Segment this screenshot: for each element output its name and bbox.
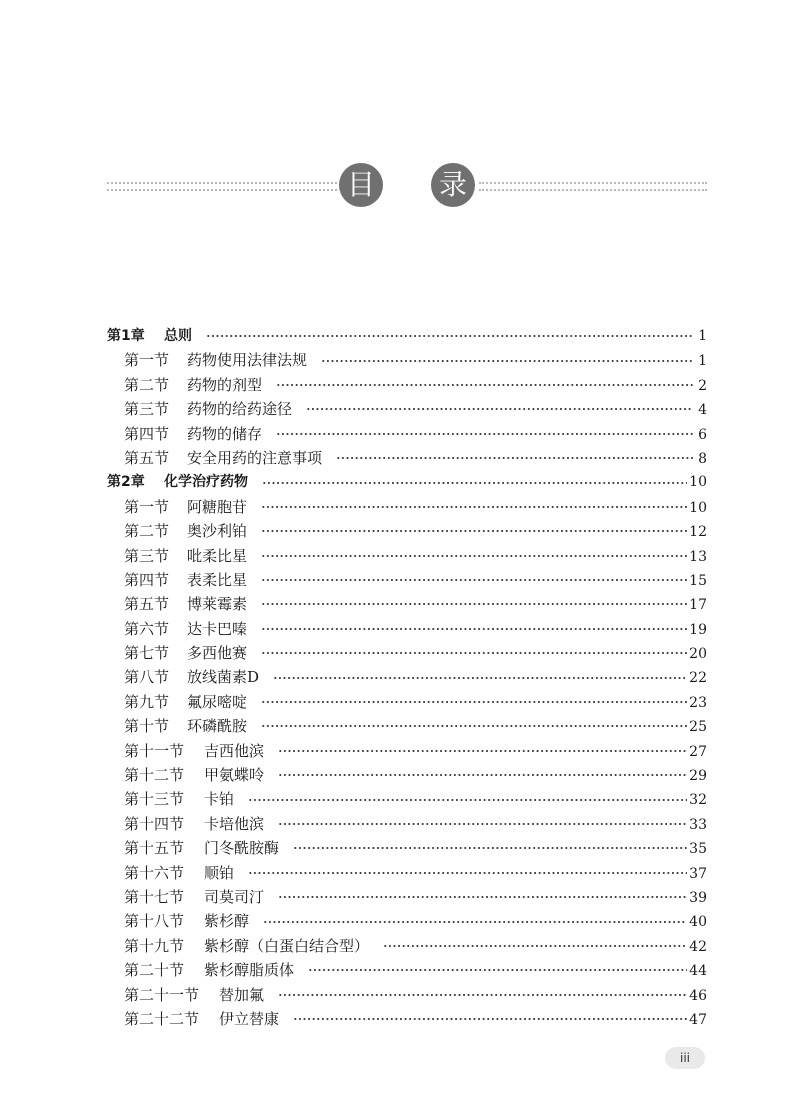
toc-section-row[interactable] bbox=[107, 1007, 707, 1031]
dot-leader bbox=[278, 772, 687, 778]
toc-entry-page: 27 bbox=[689, 743, 707, 760]
dot-leader bbox=[276, 431, 693, 437]
dot-leader bbox=[278, 894, 687, 900]
toc-chapter-row[interactable] bbox=[107, 324, 707, 348]
toc-section-row[interactable] bbox=[107, 885, 707, 909]
toc-entry-number: 第五节 bbox=[124, 448, 170, 467]
toc-section-row[interactable] bbox=[107, 422, 707, 446]
toc-entry-title: 吡柔比星 bbox=[187, 546, 248, 565]
toc-entry-page: 42 bbox=[689, 938, 707, 955]
toc-section-row[interactable] bbox=[107, 544, 707, 568]
toc-section-row[interactable] bbox=[107, 763, 707, 787]
dot-leader bbox=[293, 845, 687, 851]
dot-leader bbox=[262, 480, 687, 486]
toc-section-row[interactable] bbox=[107, 812, 707, 836]
dot-leader bbox=[306, 406, 693, 412]
toc-entry-page: 29 bbox=[689, 768, 707, 785]
toc-entry-page: 32 bbox=[689, 792, 707, 809]
toc-entry-page: 37 bbox=[689, 865, 707, 882]
toc-entry-title: 伊立替康 bbox=[219, 1009, 280, 1028]
toc-entry-title: 药物的给药途径 bbox=[187, 400, 293, 419]
dot-leader bbox=[336, 455, 693, 461]
toc-entry-number: 第六节 bbox=[124, 619, 170, 638]
toc-entry-title: 化学治疗药物 bbox=[164, 474, 248, 491]
toc-section-row[interactable] bbox=[107, 739, 707, 763]
toc-title bbox=[107, 160, 707, 210]
toc-entry-number: 第十二节 bbox=[124, 766, 185, 785]
toc-entry-title: 替加氟 bbox=[219, 985, 265, 1004]
toc-entry-title: 阿糖胞苷 bbox=[187, 497, 248, 516]
toc-entry-title: 药物使用法律法规 bbox=[187, 351, 308, 370]
toc-entry-number: 第八节 bbox=[124, 668, 170, 687]
toc-section-row[interactable] bbox=[107, 641, 707, 665]
toc-entry-page: 25 bbox=[689, 719, 707, 736]
table-of-contents bbox=[107, 324, 707, 1031]
dot-leader bbox=[278, 821, 687, 827]
toc-entry-page: 6 bbox=[698, 426, 707, 443]
toc-section-row[interactable] bbox=[107, 909, 707, 933]
toc-entry-number: 第二十一节 bbox=[124, 985, 200, 1004]
toc-entry-page: 39 bbox=[689, 889, 707, 906]
toc-entry-page: 10 bbox=[689, 499, 707, 516]
dot-leader bbox=[261, 528, 687, 534]
dot-leader bbox=[261, 601, 687, 607]
dot-leader bbox=[261, 504, 687, 510]
toc-entry-page: 2 bbox=[698, 377, 707, 394]
toc-entry-number: 第四节 bbox=[124, 424, 170, 443]
toc-entry-number: 第五节 bbox=[124, 595, 170, 614]
toc-entry-title: 奥沙利铂 bbox=[187, 522, 248, 541]
toc-section-row[interactable] bbox=[107, 617, 707, 641]
toc-entry-number: 第十七节 bbox=[124, 887, 185, 906]
dot-leader bbox=[261, 699, 687, 705]
dot-leader bbox=[321, 358, 693, 364]
toc-section-row[interactable] bbox=[107, 348, 707, 372]
toc-entry-number: 第四节 bbox=[124, 570, 170, 589]
toc-chapter-row[interactable] bbox=[107, 470, 707, 494]
toc-entry-title: 门冬酰胺酶 bbox=[204, 839, 280, 858]
toc-entry-title: 紫杉醇（白蛋白结合型） bbox=[204, 936, 370, 955]
toc-section-row[interactable] bbox=[107, 690, 707, 714]
toc-entry-number: 第二十节 bbox=[124, 961, 185, 980]
dot-leader bbox=[261, 650, 687, 656]
toc-section-row[interactable] bbox=[107, 714, 707, 738]
toc-entry-title: 吉西他滨 bbox=[204, 741, 265, 760]
toc-entry-page: 1 bbox=[698, 353, 707, 370]
toc-entry-title: 安全用药的注意事项 bbox=[187, 448, 323, 467]
toc-entry-number: 第十五节 bbox=[124, 839, 185, 858]
toc-entry-number: 第九节 bbox=[124, 692, 170, 711]
toc-entry-page: 1 bbox=[698, 328, 707, 344]
dot-leader bbox=[248, 797, 687, 803]
dot-leader bbox=[383, 943, 687, 949]
dot-leader bbox=[278, 992, 687, 998]
toc-entry-title: 总则 bbox=[164, 328, 192, 344]
toc-entry-number: 第七节 bbox=[124, 644, 170, 663]
title-rule-right bbox=[479, 182, 707, 191]
toc-section-row[interactable] bbox=[107, 397, 707, 421]
toc-entry-page: 23 bbox=[689, 694, 707, 711]
dot-leader bbox=[261, 723, 687, 729]
toc-section-row[interactable] bbox=[107, 373, 707, 397]
toc-entry-page: 15 bbox=[689, 572, 707, 589]
dot-leader bbox=[273, 675, 687, 681]
toc-section-row[interactable] bbox=[107, 495, 707, 519]
dot-leader bbox=[261, 577, 687, 583]
toc-entry-title: 卡培他滨 bbox=[204, 814, 265, 833]
toc-entry-title: 紫杉醇 bbox=[204, 912, 250, 931]
page-number: iii bbox=[665, 1047, 705, 1069]
toc-section-row[interactable] bbox=[107, 568, 707, 592]
toc-entry-page: 17 bbox=[689, 597, 707, 614]
toc-entry-number: 第十四节 bbox=[124, 814, 185, 833]
toc-entry-number: 第十一节 bbox=[124, 741, 185, 760]
dot-leader bbox=[263, 919, 687, 925]
toc-section-row[interactable] bbox=[107, 983, 707, 1007]
toc-entry-number: 第十九节 bbox=[124, 936, 185, 955]
toc-section-row[interactable] bbox=[107, 861, 707, 885]
toc-entry-number: 第二十二节 bbox=[124, 1009, 200, 1028]
toc-entry-page: 19 bbox=[689, 621, 707, 638]
toc-section-row[interactable] bbox=[107, 787, 707, 811]
toc-entry-title: 司莫司汀 bbox=[204, 887, 265, 906]
toc-section-row[interactable] bbox=[107, 592, 707, 616]
toc-section-row[interactable] bbox=[107, 665, 707, 689]
toc-entry-number: 第十六节 bbox=[124, 863, 185, 882]
toc-entry-title: 药物的储存 bbox=[187, 424, 263, 443]
toc-entry-page: 13 bbox=[689, 548, 707, 565]
toc-section-row[interactable] bbox=[107, 519, 707, 543]
toc-section-row[interactable] bbox=[107, 934, 707, 958]
dot-leader bbox=[293, 1016, 687, 1022]
dot-leader bbox=[276, 382, 693, 388]
toc-entry-page: 46 bbox=[689, 987, 707, 1004]
toc-entry-page: 4 bbox=[698, 402, 707, 419]
toc-entry-page: 20 bbox=[689, 646, 707, 663]
dot-leader bbox=[261, 553, 687, 559]
toc-entry-number: 第一节 bbox=[124, 497, 170, 516]
toc-section-row[interactable] bbox=[107, 958, 707, 982]
toc-entry-title: 环磷酰胺 bbox=[187, 717, 248, 736]
toc-entry-page: 44 bbox=[689, 963, 707, 980]
toc-entry-title: 放线菌素D bbox=[187, 668, 260, 687]
toc-entry-title: 顺铂 bbox=[204, 863, 235, 882]
title-rule-left bbox=[107, 182, 337, 191]
toc-entry-page: 10 bbox=[689, 474, 707, 491]
toc-entry-page: 33 bbox=[689, 816, 707, 833]
toc-entry-page: 22 bbox=[689, 670, 707, 687]
toc-entry-title: 药物的剂型 bbox=[187, 375, 263, 394]
toc-entry-title: 博莱霉素 bbox=[187, 595, 248, 614]
dot-leader bbox=[248, 870, 687, 876]
toc-entry-number: 第三节 bbox=[124, 546, 170, 565]
title-char-mu: 目 bbox=[339, 163, 383, 207]
toc-entry-number: 第十三节 bbox=[124, 790, 185, 809]
dot-leader bbox=[278, 748, 687, 754]
toc-entry-page: 40 bbox=[689, 914, 707, 931]
title-char-lu: 录 bbox=[431, 163, 475, 207]
toc-entry-number: 第十八节 bbox=[124, 912, 185, 931]
toc-entry-title: 达卡巴嗪 bbox=[187, 619, 248, 638]
toc-entry-number: 第二节 bbox=[124, 375, 170, 394]
toc-entry-number: 第二节 bbox=[124, 522, 170, 541]
toc-entry-number: 第十节 bbox=[124, 717, 170, 736]
toc-entry-number: 第1章 bbox=[107, 328, 145, 344]
toc-entry-title: 紫杉醇脂质体 bbox=[204, 961, 295, 980]
dot-leader bbox=[308, 967, 687, 973]
dot-leader bbox=[206, 333, 693, 339]
toc-entry-page: 12 bbox=[689, 524, 707, 541]
dot-leader bbox=[261, 626, 687, 632]
toc-entry-number: 第三节 bbox=[124, 400, 170, 419]
toc-entry-title: 氟尿嘧啶 bbox=[187, 692, 248, 711]
toc-entry-title: 卡铂 bbox=[204, 790, 235, 809]
toc-entry-title: 多西他赛 bbox=[187, 644, 248, 663]
toc-section-row[interactable] bbox=[107, 446, 707, 470]
toc-entry-page: 35 bbox=[689, 841, 707, 858]
toc-entry-number: 第一节 bbox=[124, 351, 170, 370]
toc-entry-title: 表柔比星 bbox=[187, 570, 248, 589]
toc-entry-title: 甲氨蝶呤 bbox=[204, 766, 265, 785]
toc-entry-number: 第2章 bbox=[107, 474, 145, 491]
toc-section-row[interactable] bbox=[107, 836, 707, 860]
toc-entry-page: 47 bbox=[689, 1011, 707, 1028]
toc-entry-page: 8 bbox=[698, 450, 707, 467]
